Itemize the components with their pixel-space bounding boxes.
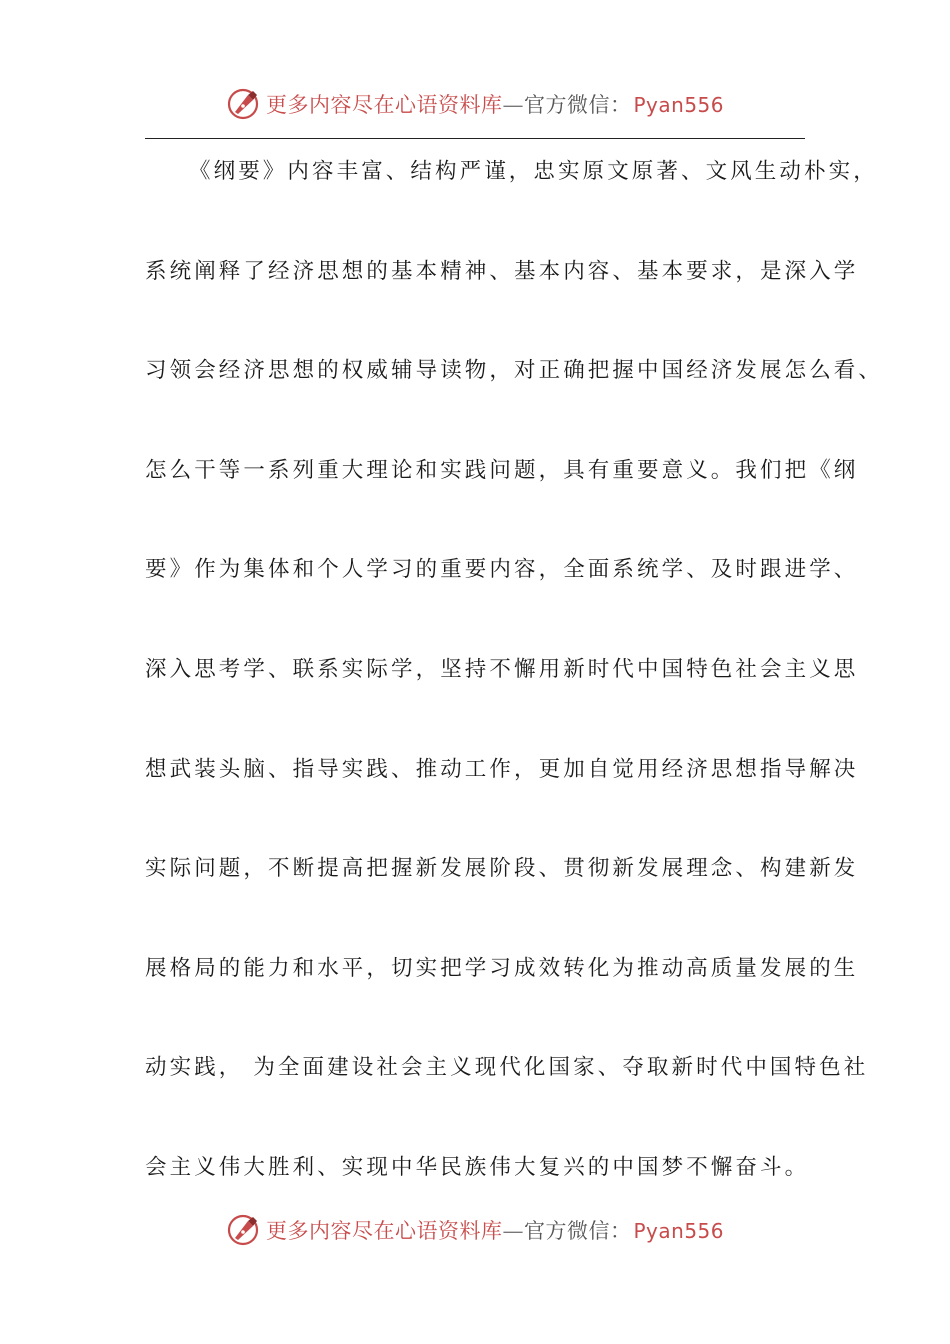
watermark-text bbox=[266, 89, 724, 119]
paragraph-line: 深入思考学、联系实际学，坚持不懈用新时代中国特色社会主义思 bbox=[145, 656, 859, 682]
watermark-brand: 更多内容尽在心语资料库 bbox=[265, 1219, 503, 1243]
footer-watermark bbox=[0, 1208, 950, 1252]
paragraph-line: 实际问题，不断提高把握新发展阶段、贯彻新发展理念、构建新发 bbox=[145, 856, 859, 882]
header-watermark bbox=[0, 82, 950, 126]
watermark-dash: — bbox=[502, 93, 524, 117]
pen-nib-logo-icon bbox=[226, 1212, 262, 1248]
watermark-brand: 更多内容尽在心语资料库 bbox=[265, 93, 503, 117]
watermark-text bbox=[266, 1215, 724, 1245]
pen-nib-logo-icon bbox=[226, 86, 262, 122]
paragraph-line: 习领会经济思想的权威辅导读物，对正确把握中国经济发展怎么看、 bbox=[145, 358, 884, 384]
paragraph-line: 动实践， 为全面建设社会主义现代化国家、夺取新时代中国特色社 bbox=[145, 1055, 869, 1081]
paragraph-line: 系统阐释了经济思想的基本精神、基本内容、基本要求，是深入学 bbox=[145, 258, 859, 284]
paragraph-line: 要》作为集体和个人学习的重要内容，全面系统学、及时跟进学、 bbox=[145, 557, 859, 583]
paragraph-line: 会主义伟大胜利、实现中华民族伟大复兴的中国梦不懈奋斗。 bbox=[145, 1154, 810, 1180]
watermark-wechat-id: Pyan556 bbox=[633, 93, 724, 117]
watermark-label: 官方微信： bbox=[523, 1219, 632, 1243]
paragraph-line: 《纲要》内容丰富、结构严谨，忠实原文原著、文风生动朴实， bbox=[189, 159, 878, 184]
watermark-label: 官方微信： bbox=[523, 93, 632, 117]
header-divider bbox=[145, 138, 805, 139]
watermark-dash: — bbox=[502, 1219, 524, 1243]
paragraph-line: 想武装头脑、指导实践、推动工作，更加自觉用经济思想指导解决 bbox=[145, 756, 859, 782]
watermark-wechat-id: Pyan556 bbox=[633, 1219, 724, 1243]
paragraph-line: 怎么干等一系列重大理论和实践问题，具有重要意义。我们把《纲 bbox=[145, 457, 859, 483]
document-body bbox=[145, 150, 884, 1246]
paragraph-line: 展格局的能力和水平，切实把学习成效转化为推动高质量发展的生 bbox=[145, 955, 859, 981]
